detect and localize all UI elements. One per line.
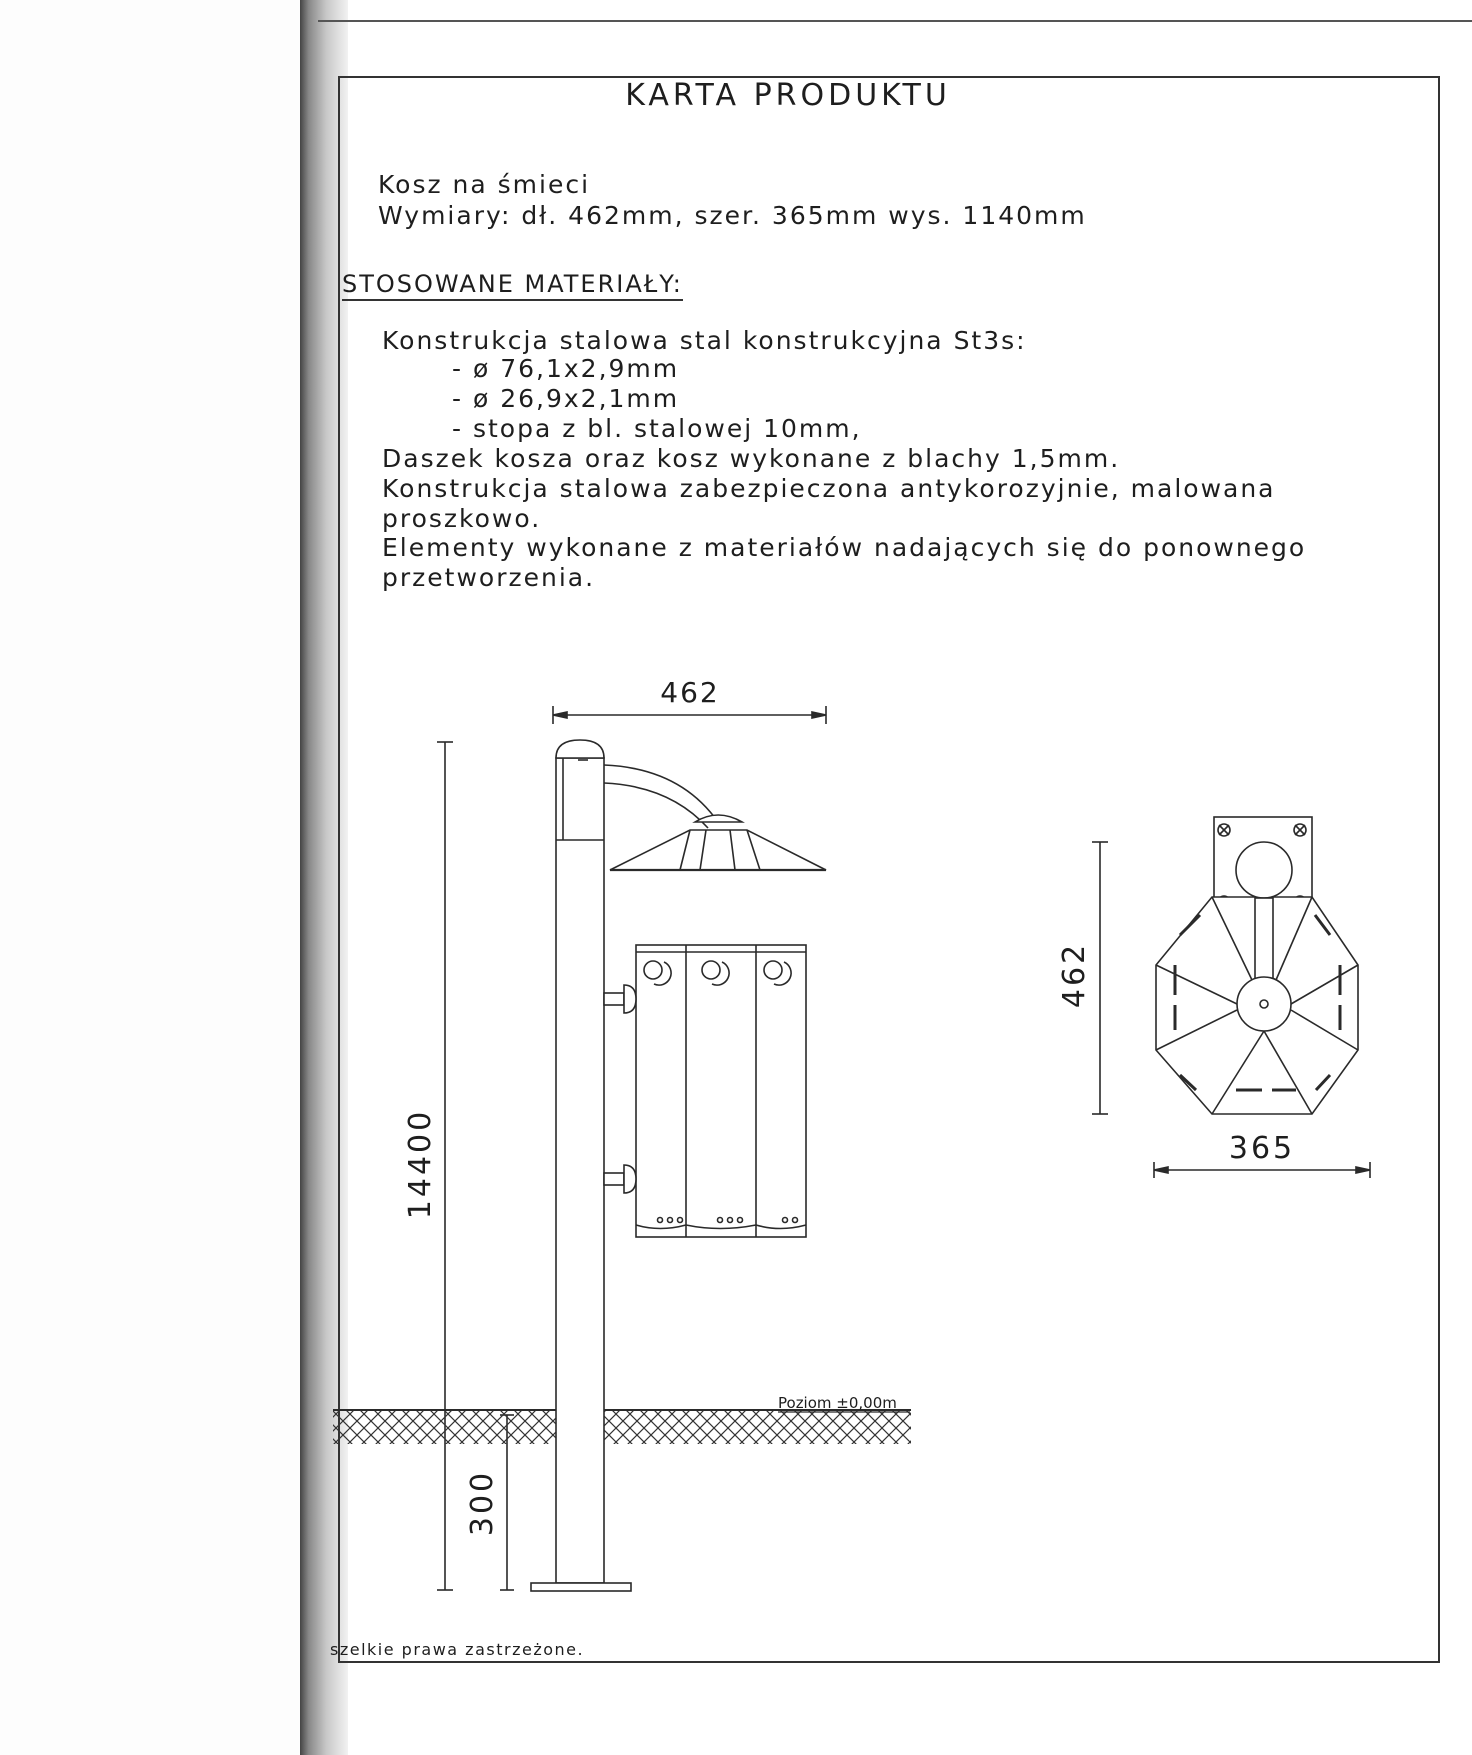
materials-line-8: Elementy wykonane z materiałów nadających się do ponownego	[382, 533, 1307, 562]
top-view	[1156, 817, 1358, 1114]
materials-line-2: - ø 76,1x2,9mm	[452, 354, 680, 383]
label-top-depth: 462	[1057, 941, 1092, 1009]
materials-line-6: Konstrukcja stalowa zabezpieczona antykorozyjnie, malowana	[382, 474, 1276, 503]
dim-height	[437, 742, 453, 1590]
label-side-width: 462	[660, 676, 720, 709]
label-total-height: 14400	[403, 1108, 438, 1220]
page-title: KARTA PRODUKTU	[625, 78, 951, 113]
label-top-width: 365	[1228, 1131, 1296, 1166]
materials-line-3: - ø 26,9x2,1mm	[452, 384, 680, 413]
materials-line-9: przetworzenia.	[382, 563, 596, 592]
materials-heading: STOSOWANE MATERIAŁY:	[342, 270, 683, 301]
roof	[604, 765, 826, 870]
ground-hatch	[333, 1410, 911, 1444]
materials-line-7: proszkowo.	[382, 504, 542, 533]
footer-note: szelkie prawa zastrzeżone.	[330, 1640, 585, 1659]
label-depth: 300	[465, 1469, 500, 1537]
dim-top-depth	[1092, 842, 1108, 1114]
materials-line-5: Daszek kosza oraz kosz wykonane z blachy 1,5mm.	[382, 444, 1121, 473]
bin	[604, 945, 806, 1237]
materials-line-1: Konstrukcja stalowa stal konstrukcyjna St3s:	[382, 326, 1027, 355]
label-ground-level: Poziom ±0,00m	[778, 1394, 897, 1412]
product-dimensions: Wymiary: dł. 462mm, szer. 365mm wys. 1140mm	[378, 201, 1087, 230]
materials-line-4: - stopa z bl. stalowej 10mm,	[452, 414, 862, 443]
product-name: Kosz na śmieci	[378, 170, 591, 199]
